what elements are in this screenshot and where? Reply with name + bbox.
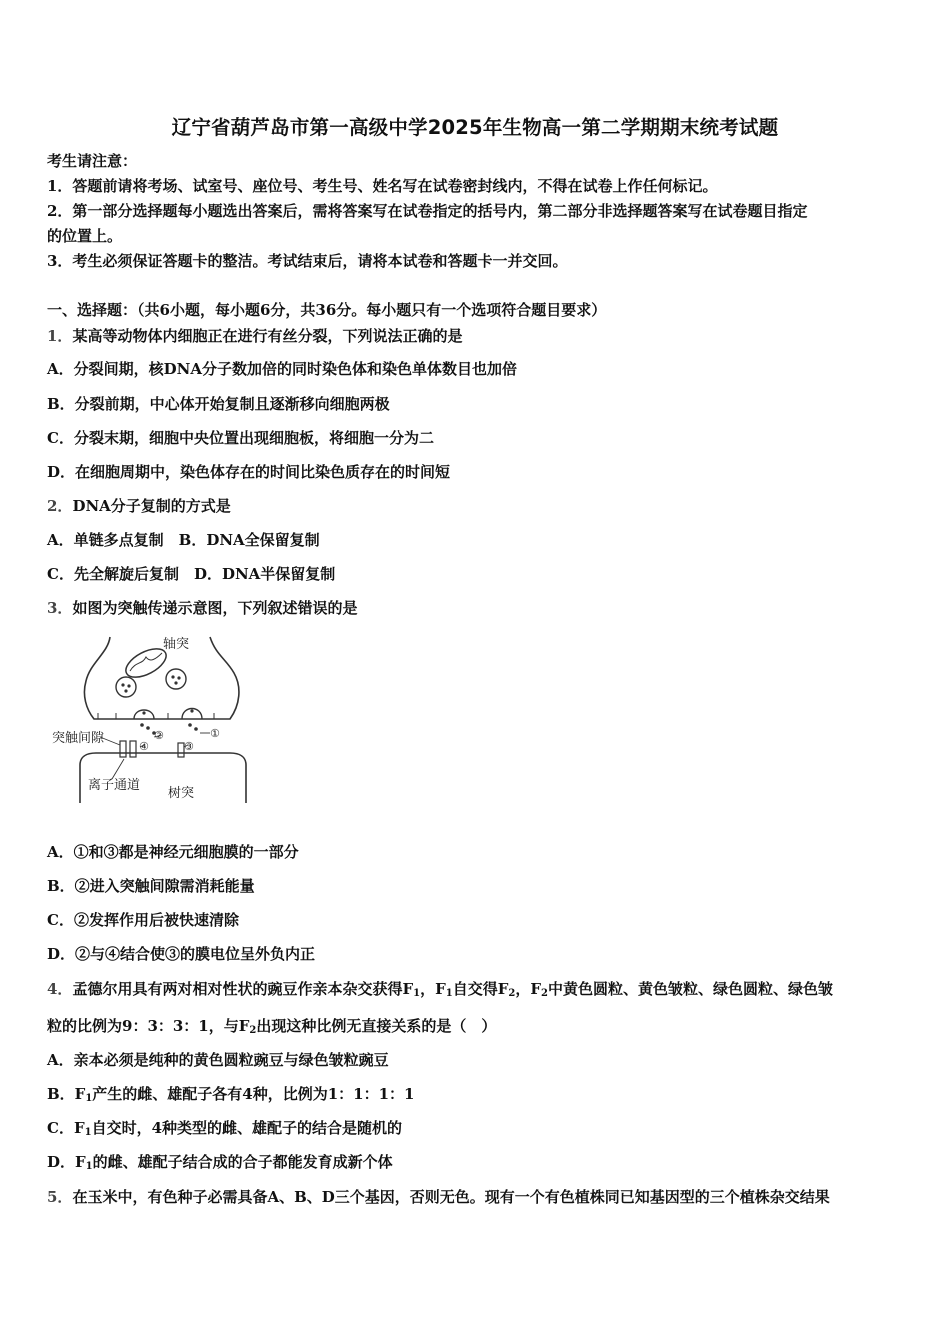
question-3 [47, 598, 357, 618]
q4-option-b: B．$F_1$产生的雌、雄配子各有4种，比例为1：1：1：1 [47, 1085, 415, 1104]
label-ion-channel: 离子通道 [88, 778, 141, 793]
label-axon: 轴突 [163, 637, 190, 652]
synaptic-vesicle [116, 677, 136, 697]
notice-item-3: 3．考生必须保证答题卡的整洁。考试结束后，请将本试卷和答题卡一并交回。 [47, 252, 568, 270]
marker-1: ① [210, 727, 220, 740]
q1-option-c: C．分裂末期，细胞中央位置出现细胞板，将细胞一分为二 [47, 429, 434, 447]
question-stem: 在玉米中，有色种子必需具备A、B、D三个基因，否则无色。现有一个有色植株同已知基因型的三个植株杂交结果 [72, 1188, 830, 1206]
ion-channel [130, 741, 136, 757]
synapse-svg [50, 633, 250, 805]
q1-option-d: D．在细胞周期中，染色体存在的时间比染色质存在的时间短 [47, 463, 451, 481]
question-number: 4． [47, 980, 73, 998]
question-number: 1． [47, 327, 73, 345]
page-title: 辽宁省葫芦岛市第一高级中学2025年生物高一第二学期期末统考试题 [171, 116, 779, 139]
question-2 [47, 496, 231, 516]
marker-3: ③ [184, 740, 194, 753]
question-4-cont: 粒的比例为9：3：3：1，与$F_2$出现这种比例无直接关系的是（ ） [47, 1017, 497, 1036]
marker-4: ④ [139, 740, 149, 753]
label-dendrite: 树突 [168, 786, 195, 801]
question-stem: 如图为突触传递示意图，下列叙述错误的是 [72, 599, 358, 617]
marker-2: ② [154, 729, 164, 742]
q3-option-d: D．②与④结合使③的膜电位呈外负内正 [47, 945, 316, 963]
label-synaptic-cleft: 突触间隙 [52, 731, 105, 746]
notice-item-1: 1．答题前请将考场、试室号、座位号、考生号、姓名写在试卷密封线内，不得在试卷上作任何标记。 [47, 177, 718, 195]
question-number: 5． [47, 1188, 73, 1206]
q3-option-c: C．②发挥作用后被快速清除 [47, 911, 239, 929]
q4-option-c: C．$F_1$自交时，4种类型的雌、雄配子的结合是随机的 [47, 1119, 403, 1138]
notice-heading: 考生请注意： [47, 152, 138, 170]
question-stem: DNA分子复制的方式是 [72, 497, 231, 515]
synapse-diagram [50, 633, 250, 805]
section-heading: 一、选择题：（共6小题，每小题6分，共36分。每小题只有一个选项符合题目要求） [47, 301, 607, 319]
question-5 [47, 1187, 830, 1207]
ion-channel [120, 741, 126, 757]
q1-option-a: A．分裂间期，核DNA分子数加倍的同时染色体和染色单体数目也加倍 [47, 360, 517, 378]
q4-option-d: D．$F_1$的雌、雄配子结合成的合子都能发育成新个体 [47, 1153, 393, 1172]
question-stem: 某高等动物体内细胞正在进行有丝分裂，下列说法正确的是 [72, 327, 463, 345]
q2-options-cd: C．先全解旋后复制 D．DNA半保留复制 [47, 565, 336, 583]
q3-option-b: B．②进入突触间隙需消耗能量 [47, 877, 255, 895]
synaptic-vesicle [166, 669, 186, 689]
question-number: 2． [47, 497, 73, 515]
q2-options-ab: A．单链多点复制 B．DNA全保留复制 [47, 531, 320, 549]
question-1 [47, 326, 462, 346]
notice-item-2-cont: 的位置上。 [47, 227, 123, 245]
notice-item-2: 2．第一部分选择题每小题选出答案后，需将答案写在试卷指定的括号内，第二部分非选择题答案写在试卷题目指定 [47, 202, 808, 220]
q3-option-a: A．①和③都是神经元细胞膜的一部分 [47, 843, 299, 861]
question-number: 3． [47, 599, 73, 617]
q1-option-b: B．分裂前期，中心体开始复制且逐渐移向细胞两极 [47, 395, 390, 413]
question-4: 4．孟德尔用具有两对相对性状的豌豆作亲本杂交获得$F_1$，$F_1$自交得$F_2$，$F_2$中黄色圆粒、黄色皱粒、绿色圆粒、绿色皱 [47, 980, 833, 999]
q4-option-a: A．亲本必须是纯种的黄色圆粒豌豆与绿色皱粒豌豆 [47, 1051, 389, 1069]
